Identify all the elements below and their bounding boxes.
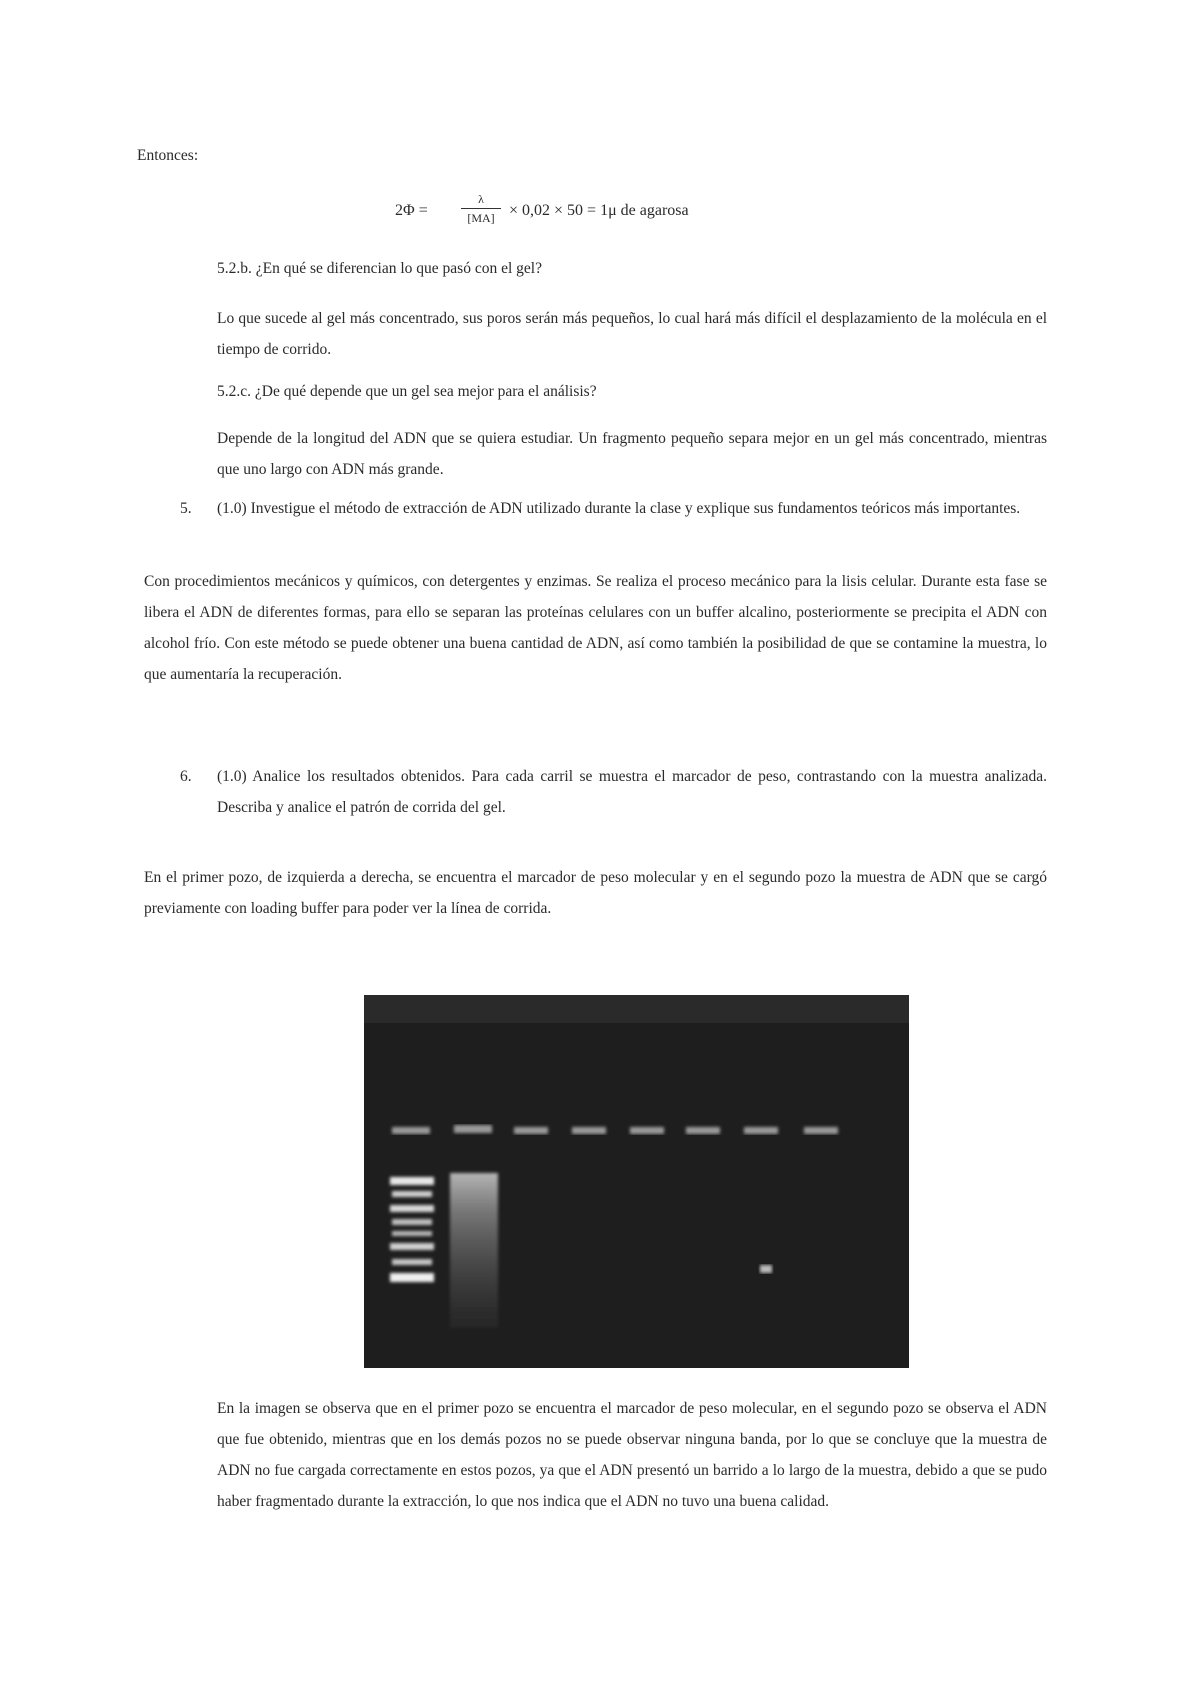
gel-electrophoresis-image [364, 995, 909, 1368]
question-b: 5.2.c. ¿De qué depende que un gel sea mejor para el análisis? [217, 383, 597, 400]
answer-b: Depende de la longitud del ADN que se quiera estudiar. Un fragmento pequeño separa mejor en un gel más concentrado, mientras que uno largo con ADN más grande. [217, 430, 1047, 478]
question-a: 5.2.b. ¿En qué se diferencian lo que pasó con el gel? [217, 260, 542, 277]
well-4 [572, 1127, 606, 1134]
equation-numerator: λ [461, 192, 501, 209]
equation-rhs: × 0,02 × 50 = 1μ de agarosa [509, 202, 689, 219]
well-5 [630, 1127, 664, 1134]
well-8 [804, 1127, 838, 1134]
item-5-number: 5. [180, 500, 192, 517]
paragraph-wells: En el primer pozo, de izquierda a derecha, se encuentra el marcador de peso molecular y en el segundo pozo la muestra de ADN que se cargó previamente con loading buffer para poder ver la línea de corrida. [144, 869, 1047, 917]
paragraph-analysis: En la imagen se observa que en el primer pozo se encuentra el marcador de peso molecular, en el segundo pozo se observa el ADN que fue obtenido, mientras que en los demás pozos no se puede observar ninguna banda, por lo que se concluye que la muestra de ADN no fue cargada correctamente en estos pozos, ya que el ADN presentó un barrido a lo largo de la muestra, debido a que se pudo haber fragmentado durante la extracción, lo que nos indica que el ADN no tuvo una buena calidad. [217, 1400, 1047, 1510]
well-6 [686, 1127, 720, 1134]
lead-text: Entonces: [137, 147, 199, 164]
paragraph-extraction: Con procedimientos mecánicos y químicos, con detergentes y enzimas. Se realiza el proceso mecánico para la lisis celular. Durante esta fase se libera el ADN de diferentes formas, para ello se separan las proteínas celulares con un buffer alcalino, posteriormente se precipita el ADN con alcohol frío. Con este método se puede obtener una buena cantidad de ADN, así como también la posibilidad de que se contamine la muestra, lo que aumentaría la recuperación. [144, 573, 1047, 683]
equation-fraction [461, 192, 501, 225]
answer-a: Lo que sucede al gel más concentrado, sus poros serán más pequeños, lo cual hará más difícil el desplazamiento de la molécula en el tiempo de corrido. [217, 310, 1047, 358]
equation-denominator: [MA] [467, 211, 495, 225]
gel-image-svg [364, 995, 909, 1368]
item-6-number: 6. [180, 768, 192, 785]
well-3 [514, 1127, 548, 1134]
equation [395, 190, 815, 240]
well-1 [392, 1127, 430, 1134]
item-5-text: (1.0) Investigue el método de extracción de ADN utilizado durante la clase y explique sus fundamentos teóricos más importantes. [217, 500, 1021, 517]
item-6-text: (1.0) Analice los resultados obtenidos. Para cada carril se muestra el marcador de peso, contrastando con la muestra analizada. Describa y analice el patrón de corrida del gel. [217, 768, 1047, 816]
well-7 [744, 1127, 778, 1134]
equation-lhs: 2Φ = [395, 202, 428, 219]
artifact-spot [760, 1265, 772, 1273]
dna-smear-lane [450, 1173, 498, 1328]
well-2 [454, 1125, 492, 1133]
